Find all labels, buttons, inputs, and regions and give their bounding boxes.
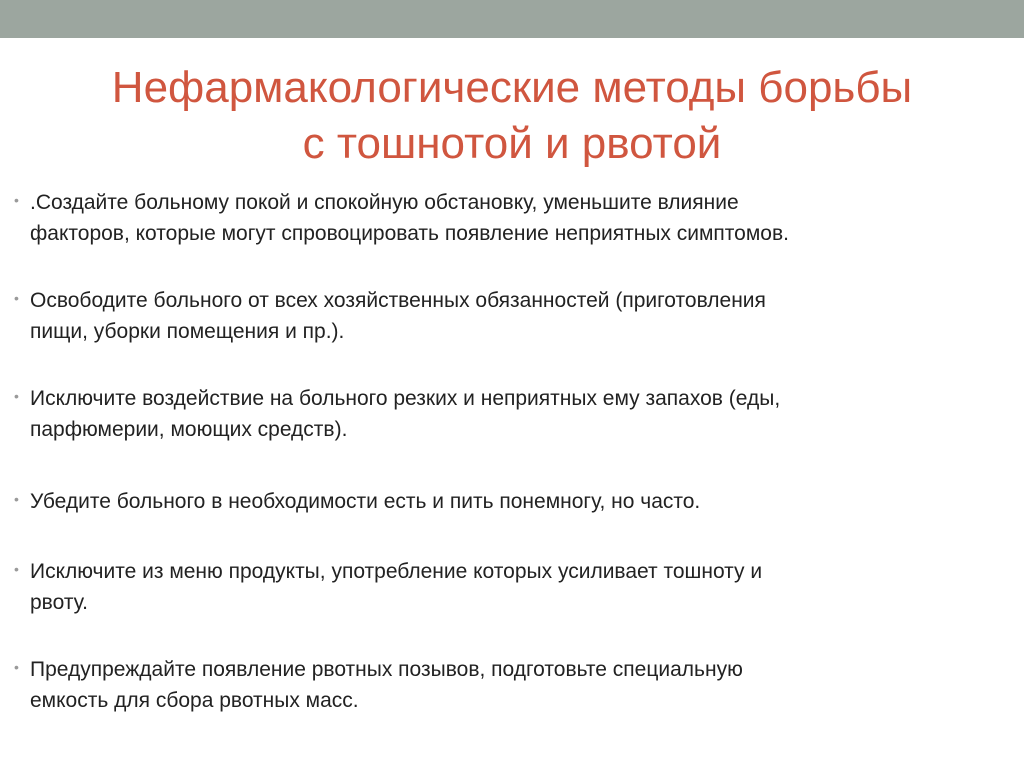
- bullet-item-1: [0, 187, 1024, 249]
- bullet-text-line: пищи, уборки помещения и пр.).: [30, 320, 345, 343]
- bullet-item-4: [0, 486, 1024, 517]
- bullet-marker: •: [14, 659, 19, 675]
- bullet-text-line: .Создайте больному покой и спокойную обстановку, уменьшите влияние: [30, 191, 739, 214]
- bullet-item-5: [0, 556, 1024, 618]
- bullet-text-line: Освободите больного от всех хозяйственных обязанностей (приготовления: [30, 289, 766, 312]
- bullet-text-line: рвоту.: [30, 591, 88, 614]
- bullet-marker: •: [14, 491, 19, 507]
- bullet-text-line: Убедите больного в необходимости есть и пить понемногу, но часто.: [30, 490, 701, 513]
- bullet-item-3: [0, 383, 1024, 445]
- bullet-text-line: Исключите из меню продукты, употребление которых усиливает тошноту и: [30, 560, 763, 583]
- slide-title-line-2: с тошнотой и рвотой: [302, 119, 722, 168]
- bullet-text-line: парфюмерии, моющих средств).: [30, 418, 348, 441]
- bullet-text-line: Исключите воздействие на больного резких и неприятных ему запахов (еды,: [30, 387, 781, 410]
- bullet-text-line: Предупреждайте появление рвотных позывов, подготовьте специальную: [30, 658, 743, 681]
- bullet-item-6: [0, 654, 1024, 716]
- slide-title-line-1: Нефармакологические методы борьбы: [111, 63, 913, 112]
- bullet-marker: •: [14, 192, 19, 208]
- bullet-marker: •: [14, 561, 19, 577]
- bullet-item-2: [0, 285, 1024, 347]
- bullet-marker: •: [14, 388, 19, 404]
- bullet-text-line: емкость для сбора рвотных масс.: [30, 689, 359, 712]
- bullet-marker: •: [14, 290, 19, 306]
- bullet-text-line: факторов, которые могут спровоцировать появление неприятных симптомов.: [30, 222, 789, 245]
